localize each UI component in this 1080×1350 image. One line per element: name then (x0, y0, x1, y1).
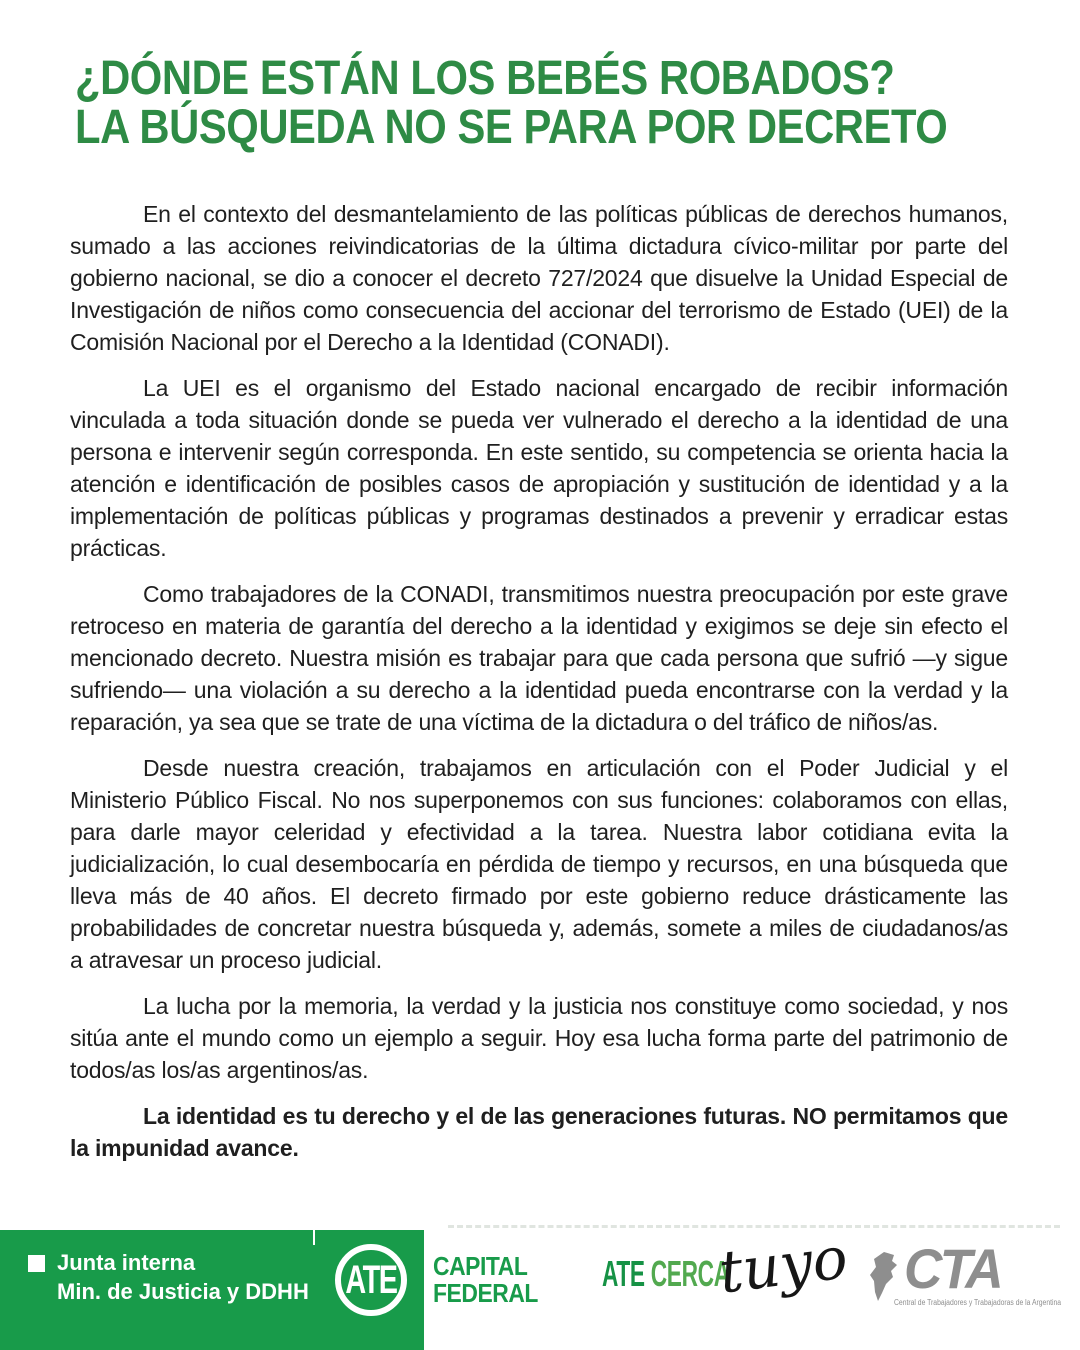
cta-logo (862, 1237, 1062, 1317)
body-paragraph-2: La UEI es el organismo del Estado nacional encargado de recibir información vinculada a toda situación donde se pueda ver vulnerado el derecho a la identidad de una persona e intervenir según corresponda. En este sentido, su competencia se orienta hacia la atención e identificación de posibles casos de apropiación y sustitución de identidad y a la implementación de políticas públicas y programas destinados a prevenir y erradicar estas prácticas. (70, 375, 1008, 561)
federal-line: FEDERAL (433, 1278, 538, 1308)
page-title-line1: ¿DÓNDE ESTÁN LOS BEBÉS ROBADOS? (75, 52, 895, 105)
ate-cerca-logo (602, 1253, 730, 1294)
square-bullet-icon (28, 1255, 45, 1272)
capital-federal-label (433, 1253, 538, 1307)
cta-logo-text: CTA (904, 1237, 1001, 1300)
body-paragraph-4: Desde nuestra creación, trabajamos en articulación con el Poder Judicial y el Ministerio Público Fiscal. No nos superponemos con sus funciones: colaboramos con ellas, para darle mayor celeridad y efectividad a la tarea. Nuestra labor cotidiana evita la judicialización, lo cual desembocaría en pérdida de tiempo y recursos, en una búsqueda que lleva más de 40 años. El decreto firmado por este gobierno reduce drásticamente las probabilidades de concretar nuestra búsqueda y, además, somete a miles de ciudadanos/as a atravesar un proceso judicial. (70, 755, 1008, 973)
body-paragraph-1: En el contexto del desmantelamiento de las políticas públicas de derechos humanos, sumado a las acciones reivindicatorias de la última dictadura cívico-militar por parte del gobierno nacional, se dio a conocer el decreto 727/2024 que disuelve la Unidad Especial de Investigación de niños como consecuencia del accionar del terrorismo de Estado (UEI) de la Comisión Nacional por el Derecho a la Identidad (CONADI). (70, 201, 1008, 355)
body-text (70, 198, 1008, 1178)
footer-dashed-divider (448, 1225, 1060, 1228)
junta-line1: Junta interna (57, 1250, 196, 1275)
ate-logo-icon (331, 1240, 411, 1320)
capital-line: CAPITAL (433, 1251, 528, 1281)
page-title (75, 54, 947, 152)
ate-cerca-word-cerca: CERCA (650, 1253, 730, 1294)
page-title-line2: LA BÚSQUEDA NO SE PARA POR DECRETO (75, 101, 948, 154)
ate-cerca-word-ate: ATE (602, 1253, 645, 1294)
ate-logo-text: ATE (345, 1257, 397, 1303)
cta-caption: Central de Trabajadores y Trabajadoras de la Argentina (894, 1298, 1062, 1307)
footer-bar-notch (313, 1230, 315, 1245)
junta-line2: Min. de Justicia y DDHH (57, 1279, 309, 1304)
body-paragraph-5: La lucha por la memoria, la verdad y la justicia nos constituye como sociedad, y nos sitúa ante el mundo como un ejemplo a seguir. Hoy esa lucha forma parte del patrimonio de todos/as los/as argentinos/as. (70, 993, 1008, 1083)
body-paragraph-3: Como trabajadores de la CONADI, transmitimos nuestra preocupación por este grave retroceso en materia de garantía del derecho a la identidad y exigimos se deje sin efecto el mencionado decreto. Nuestra misión es trabajar para que cada persona que sufrió —y sigue sufriendo— una violación a su derecho a la identidad pueda encontrarse con la verdad y la reparación, ya sea que se trate de una víctima de la dictadura o del tráfico de niños/as. (70, 581, 1008, 735)
argentina-map-icon (862, 1251, 902, 1303)
ate-cerca-tuyo-script: tuyo (715, 1223, 852, 1307)
body-paragraph-closing: La identidad es tu derecho y el de las generaciones futuras. NO permitamos que la impunidad avance. (70, 1103, 1008, 1161)
junta-interna-label (57, 1248, 309, 1306)
